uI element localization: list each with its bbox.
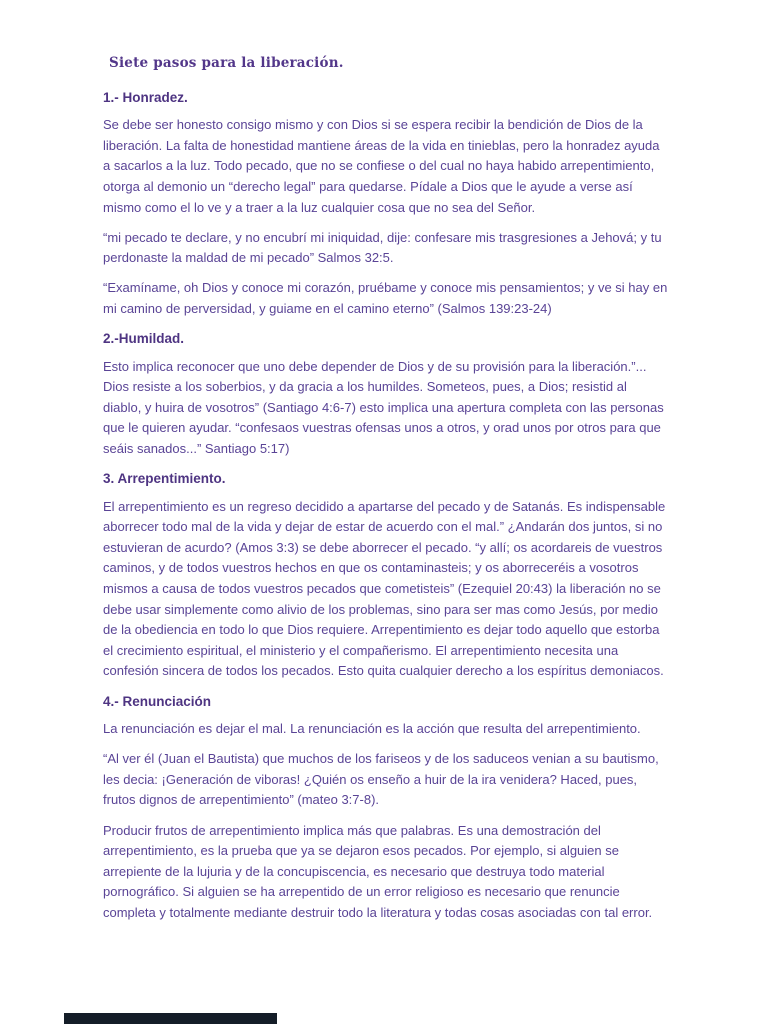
document-title: Siete pasos para la liberación. <box>109 55 344 71</box>
paragraph: “Al ver él (Juan el Bautista) que muchos de los fariseos y de los saduceos venian a su bautismo, les decia: ¡Generación de viboras! ¿Quién os enseño a huir de la ira venidera? Haced, pues, frutos dignos de arrepentimiento” (mateo 3:7-8). <box>103 751 659 808</box>
section-heading-1: 1.- Honradez. <box>103 89 188 105</box>
paragraph: La renunciación es dejar el mal. La renunciación es la acción que resulta del arrepentimiento. <box>103 721 641 737</box>
section-heading-2: 2.-Humildad. <box>103 331 185 347</box>
section-heading-3: 3. Arrepentimiento. <box>103 471 226 487</box>
paragraph: Producir frutos de arrepentimiento implica más que palabras. Es una demostración del arrepentimiento, es la prueba que ya se dejaron esos pecados. Por ejemplo, si alguien se arrepiente de la lujuria y de la concupiscencia, es necesario que destruya todo material pornográfico. Si alguien se ha arrepentido de un error religioso es necesario que renuncie completa y totalmente mediante destruir todo la literatura y todas cosas asociadas con tal error. <box>103 822 653 920</box>
paragraph: El arrepentimiento es un regreso decidido a apartarse del pecado y de Satanás. Es indispensable aborrecer todo mal de la vida y dejar de estar de acuerdo con el mal.” ¿Andarán dos juntos, si no estuvieran de acurdo? (Amos 3:3) se debe aborrecer el pecado. “y allí; os acordareis de vuestros caminos, y de todos vuestros hechos en que os contaminasteis; y os aborreceréis a vosotros mismos a causa de todos vuestros pecados que cometisteis” (Ezequiel 20:43) la liberación no se debe usar simplemente como alivio de los problemas, sino para ser mas como Jesús, por medio de la obediencia en todo lo que Dios requiere. Arrepentimiento es dejar todo aquello que estorba el crecimiento espiritual, el ministerio y el compañerismo. El arrepentimiento necesita una confesión sincera de todos los pecados. Esto quita cualquier derecho a los espíritus demoniacos. <box>103 498 666 679</box>
document-body <box>103 88 668 924</box>
paragraph: “mi pecado te declare, y no encubrí mi iniquidad, dije: confesare mis trasgresiones a Jehová; y tu perdonaste la maldad de mi pecado” Salmos 32:5. <box>103 229 662 266</box>
next-page-cutoff-bar <box>64 1013 277 1024</box>
paragraph: Se debe ser honesto consigo mismo y con Dios si se espera recibir la bendición de Dios de la liberación. La falta de honestidad mantiene áreas de la vida en tinieblas, pero la honradez ayuda a sacarlos a la luz. Todo pecado, que no se confiese o del cual no haya habido arrepentimiento, otorga al demonio un “derecho legal” para quedarse. Pídale a Dios que le ayude a verse así mismo como el lo ve y a traer a la luz cualquier cosa que no sea del Señor. <box>103 117 660 215</box>
section-heading-4: 4.- Renunciación <box>103 693 212 709</box>
paragraph: Esto implica reconocer que uno debe depender de Dios y de su provisión para la liberación.”... Dios resiste a los soberbios, y da gracia a los humildes. Someteos, pues, a Dios; resistid al diablo, y huira de vosotros” (Santiago 4:6-7) esto implica una apertura completa con las personas que le quieren ayudar. “confesaos vuestras ofensas unos a otros, y orad unos por otros para que seáis sanados...” Santiago 5:17) <box>103 358 664 456</box>
paragraph: “Examíname, oh Dios y conoce mi corazón, pruébame y conoce mis pensamientos; y ve si hay en mi camino de perversidad, y guiame en el camino eterno” (Salmos 139:23-24) <box>103 280 668 316</box>
